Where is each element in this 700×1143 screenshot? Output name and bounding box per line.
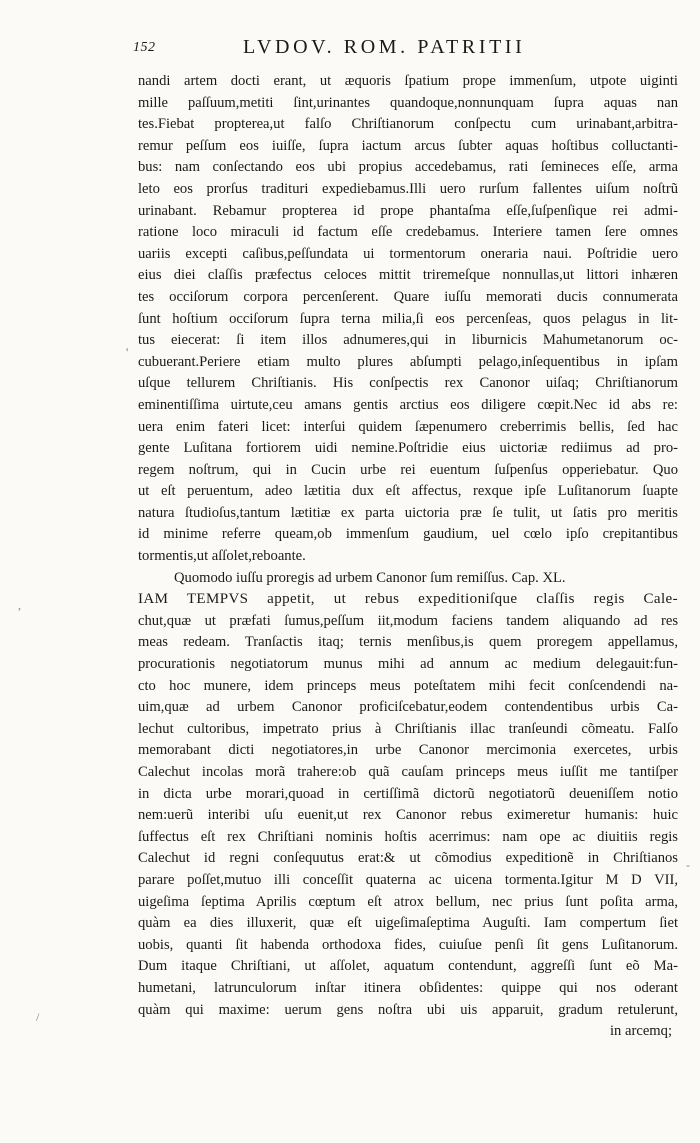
text-line: eius diei claſſis præfectus celoces mittit triremeſque nonnullas,ut littori inhæren	[138, 267, 678, 284]
chapter-opening-line: IAM TEMPVS appetit, ut rebus expeditioniſque claſſis regis Cale-	[138, 591, 678, 608]
text-line: cubuerant.Periere etiam multo plures abſumpti pelago,inſequentibus in ipſam	[138, 353, 678, 370]
text-line: quàm ea dies illuxerit, quæ eſt uigeſimaſeptima Auguſti. Iam compertum ſiet	[138, 915, 678, 932]
text-line: parare poſſet,mutuo illi conceſſit quaterna ac uicena tormenta.Igitur M D VII,	[138, 871, 678, 888]
text-line: memorabant dicti negotiatores,in urbe Canonor mercimonia exercetes, urbis	[138, 742, 678, 759]
text-line: uigeſima ſeptima Aprilis cœptum eſt atrox bellum, nec prius ſunt poſita arma,	[138, 893, 678, 910]
text-line: chut,quæ ut præfati ſumus,peſſum iit,modum faciens tandem aliquando ad res	[138, 612, 678, 629]
chapter-heading: Quomodo iuſſu proregis ad urbem Canonor ſum remiſſus. Cap. XL.	[174, 569, 566, 586]
text-line: mille paſſuum,metiti ſint,urinantes quandoque,nonnunquam ſupra aquas nan	[138, 94, 678, 111]
text-line: uariis excepti caſibus,peſſundata ui tormentorum oneraria naui. Poſtridie uero	[138, 245, 678, 262]
text-line: eminentiſſima uirtute,ceu amans gentis arctius eos diligere cœpit.Nec id abs re:	[138, 396, 678, 413]
text-line: natura ſtudioſus,tantum lætitiæ ex parta uictoria præ ſe tulit, ut ſatis pro meritis	[138, 504, 678, 521]
text-line: uſque tellurem Chriſtianis. His conſpectis rex Canonor uiſaq; Chriſtianorum	[138, 375, 678, 392]
edge-mark: ,	[18, 598, 21, 612]
text-line: gente Luſitana fortiorem uidi nemine.Poſtridie eius uictoriæ rediimus ad pro-	[138, 440, 678, 457]
text-line: Calechut id regni conſequutus erat:& ut cõmodius expeditionẽ in Chriſtianos	[138, 850, 678, 867]
running-head: LVDOV. ROM. PATRITII	[243, 36, 526, 58]
edge-mark: -	[686, 858, 690, 872]
text-line: tes occiſorum corpora percenſerent. Quare iuſſu memorati ducis connumerata	[138, 288, 678, 305]
text-line: Calechut incolas morã trahere:ob quã cauſam princeps meus iuſſit me tantiſper	[138, 764, 678, 780]
text-line: urinabant. Rebamur propterea id prope phantaſma eſſe,ſuſpenſique rei admi-	[138, 202, 678, 219]
text-line: tormentis,ut aſſolet,reboante.	[138, 548, 306, 565]
text-line: leto eos prorſus tradituri expediebamus.Illi uero rurſum fallentes uiſum noſtrũ	[138, 180, 678, 197]
margin-mark: '	[126, 345, 129, 359]
text-line: remur peſſum eos iuiſſe, ſupra iactum arcus ſubter aquas hoſtibus colluctanti-	[138, 137, 678, 154]
text-line: uim,quæ ad urbem Canonor proficiſcebatur,eodem contendentibus urbis Ca-	[138, 699, 678, 716]
text-line: ratione loco miraculi id factum eſſe credebamus. Interiere tamen ſere omnes	[138, 224, 678, 241]
text-line: ut eſt peruentum, adeo lætitia dux eſt affectus, rexque ipſe Luſitanorum ſuapte	[138, 483, 678, 500]
edge-mark: /	[36, 1010, 40, 1024]
text-line: id minime referre queam,ob immenſum gaudium, uel cœlo ipſo crepitantibus	[138, 526, 678, 543]
text-line: ſunt hoſtium occiſorum ſupra terna milia,ſi eos percenſeas, quos pelagus in lit-	[138, 310, 678, 327]
text-line: uobis, quanti ſit habenda orthodoxa fides, cuiuſue penſi ſit gens Luſitanorum.	[138, 936, 678, 953]
text-line: Dum itaque Chriſtiani, ut aſſolet, aquatum contendunt, aggreſſi ſunt eõ Ma-	[138, 958, 678, 975]
text-line: in dicta urbe morari,quoad in certiſſimã dictorũ negotiatorũ deueniſſem notio	[138, 785, 678, 802]
text-line: tes.Fiebat propterea,ut falſo Chriſtianorum conſpectu cum urinabant,arbitra-	[138, 116, 678, 133]
text-line: nandi artem docti erant, ut æquoris ſpatium prope immenſum, utpote uiginti	[138, 73, 678, 89]
text-line: nem:uerũ interibi uſu euenit,ut rex Canonor rebus eximeretur humanis: huic	[138, 807, 678, 824]
text-line: ſuffectus eſt rex Chriſtiani nominis hoſtis acerrimus: nam ope ac diuitiis regis	[138, 828, 678, 845]
text-line: humetani, latrunculorum inſtar itinera obſidentes: quippe qui nos oderant	[138, 979, 678, 996]
text-line: regem noſtrum, qui in Cucin urbe rei euentum ſuſpenſus opperiebatur. Quo	[138, 461, 678, 478]
text-line: uera enim fateri licet: interſui quidem ſæpenumero creberrimis bellis, ſed hac	[138, 418, 678, 435]
text-line: tus eiecerat: ſi item illos adnumeres,qui in liburnicis Mahumetanorum oc-	[138, 332, 678, 349]
text-line: cto hoc munere, idem princeps meus poteſtatem mihi fecit conſcendendi na-	[138, 677, 678, 694]
page-number: 152	[133, 40, 156, 55]
text-line: procurationis negotiatorum munus mihi ad annum ac medium delegauit:fun-	[138, 656, 678, 673]
text-block	[138, 71, 678, 1043]
text-line: quàm qui maxime: uerum gens noſtra ubi uis apparuit, gradum retulerunt,	[138, 1001, 678, 1018]
catchword: in arcemq;	[610, 1023, 672, 1040]
page-header	[133, 36, 673, 60]
text-line: bus: nam conſectando eos ubi propius accedebamus, rati ſemineces eſſe, arma	[138, 159, 678, 176]
text-line: meas redeam. Tranſactis itaq; ternis menſibus,is quem proregem appellamus,	[138, 634, 678, 651]
text-line: lechut cultoribus, impetrato prius à Chriſtianis illac tranſeundi cõmeatu. Falſo	[138, 720, 678, 737]
